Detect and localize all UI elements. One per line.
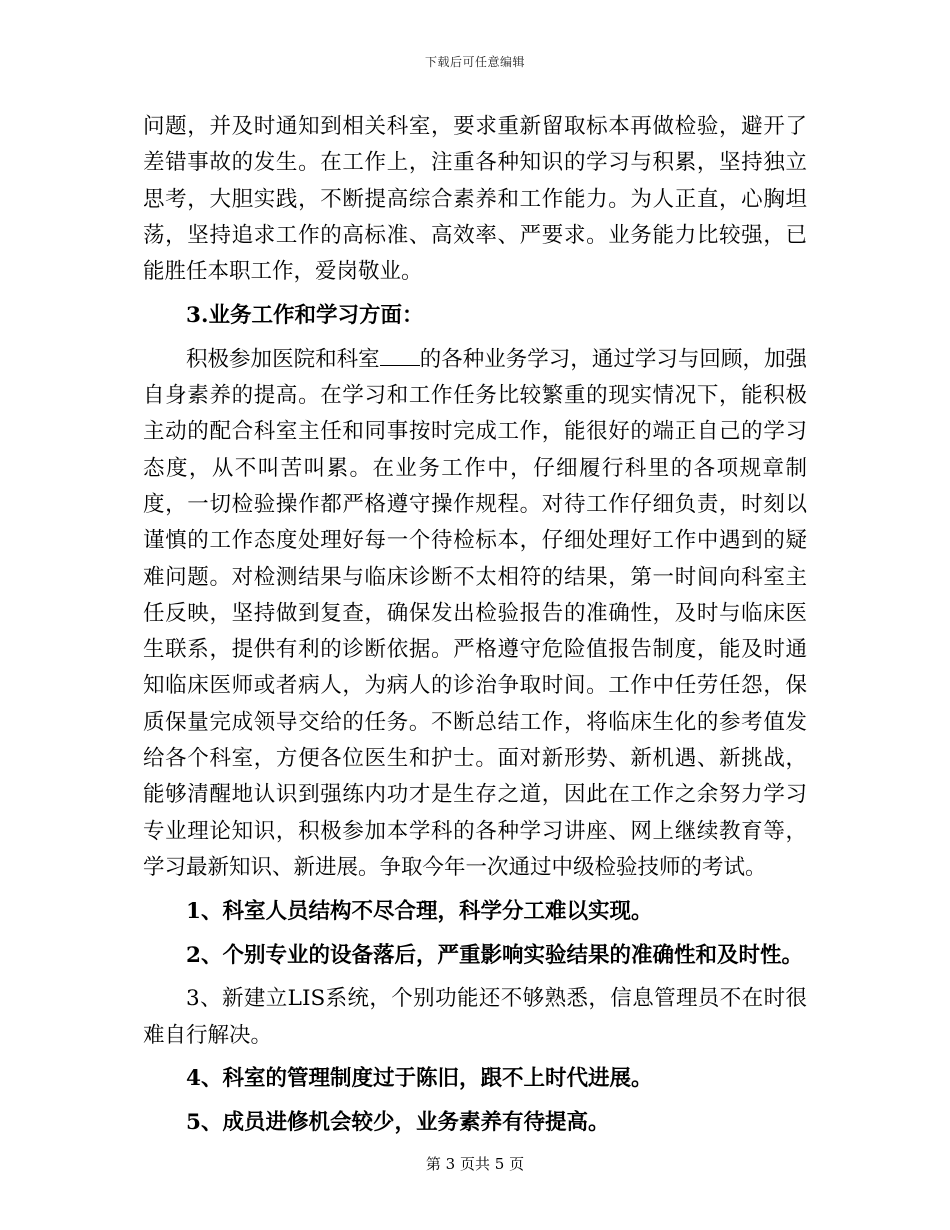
paragraph-continuation: 问题，并及时通知到相关科室，要求重新留取标本再做检验，避开了差错事故的发生。在工作上，注重各种知识的学习与积累，坚持独立思考，大胆实践，不断提高综合素养和工作能力。为人正直，心胸坦荡，坚持追求工作的高标准、高效率、严要求。业务能力比较强，已能胜任本职工作，爱岗敬业。	[143, 114, 807, 285]
paragraph-work-study	[143, 342, 807, 886]
paragraph-text-after-blank: 的各种业务学习，通过学习与回顾，加强自身素养的提高。在学习和工作任务比较繁重的现实情况下，能积极主动的配合科室主任和同事按时完成工作，能很好的端正自己的学习态度，从不叫苦叫累。在业务工作中，仔细履行科里的各项规章制度，一切检验操作都严格遵守操作规程。对待工作仔细负责，时刻以谨慎的工作态度处理好每一个待检标本，仔细处理好工作中遇到的疑难问题。对检测结果与临床诊断不太相符的结果，第一时间向科室主任反映，坚持做到复查，确保发出检验报告的准确性，及时与临床医生联系，提供有利的诊断依据。严格遵守危险值报告制度，能及时通知临床医师或者病人，为病人的诊治争取时间。工作中任劳任怨，保质保量完成领导交给的任务。不断总结工作，将临床生化的参考值发给各个科室，方便各位医生和护士。面对新形势、新机遇、新挑战，能够清醒地认识到强练内功才是生存之道，因此在工作之余努力学习专业理论知识，积极参加本学科的各种学习讲座、网上继续教育等，学习最新知识、新进展。争取今年一次通过中级检验技师的考试。	[143, 346, 807, 880]
fill-in-blank	[380, 347, 420, 366]
page-header: 下载后可任意编辑	[424, 55, 525, 69]
document-body	[143, 109, 807, 1142]
paragraph-text-before-blank: 积极参加医院和科室	[186, 346, 380, 372]
issue-item-2: 2、个别专业的设备落后，严重影响实验结果的准确性和及时性。	[186, 942, 803, 968]
issue-item-1: 1、科室人员结构不尽合理，科学分工难以实现。	[186, 898, 653, 924]
section-heading-3: 3.业务工作和学习方面：	[186, 302, 424, 328]
issue-item-4: 4、科室的管理制度过于陈旧，跟不上时代进展。	[186, 1066, 653, 1092]
page-footer: 第 3 页共 5 页	[425, 1155, 525, 1173]
issue-item-3: 3、新建立LIS系统，个别功能还不够熟悉，信息管理员不在时很难自行解决。	[143, 986, 807, 1048]
issue-item-5: 5、成员进修机会较少，业务素养有待提高。	[186, 1110, 610, 1136]
